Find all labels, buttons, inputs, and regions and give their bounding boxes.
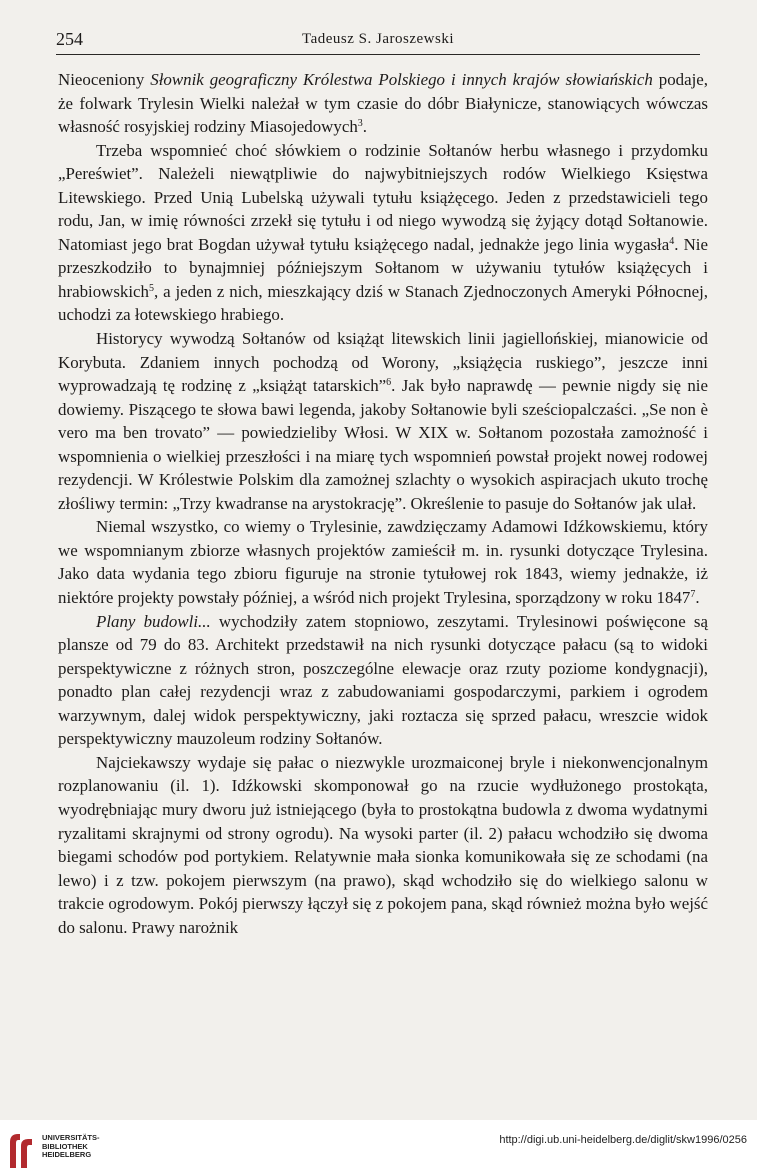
text-run: , a jeden z nich, mieszkający dziś w Stanach Zjednoczonych Ameryki Północnej, uchodzi za łotewskiego hrabiego. xyxy=(58,281,708,325)
text-run: Nieoceniony xyxy=(58,70,151,89)
page-header xyxy=(56,26,700,55)
paragraph xyxy=(58,610,708,751)
italic-title: Słownik geograficzny Królestwa Polskiego i innych krajów słowiańskich xyxy=(150,70,653,89)
paragraph xyxy=(58,515,708,609)
footnote-marker: 4 xyxy=(669,235,675,247)
text-run: . xyxy=(695,588,700,608)
text-run: Trzeba wspomnieć choć słówkiem o rodzinie Sołtanów herbu własnego i przydomku „Pereświet”. Należeli niewątpliwie do najwybitniejszych rodów Wielkiego Księstwa Litewskiego. Przed Unią Lubelską używali tytułu książęcego. Jeden z przedstawicieli tego rodu, Jan, w imię równości zrzekł się tytułu i od niego wywodzą się żyjący dotąd Sołtanowie. Natomiast jego brat Bogdan używał tytułu książęcego nadal, jednakże jego linia wygasła xyxy=(58,140,708,254)
italic-title: Plany budowli... xyxy=(96,611,211,631)
page-number: 254 xyxy=(56,29,83,49)
text-run: . xyxy=(362,117,367,137)
text-run: Niemal wszystko, co wiemy o Trylesinie, zawdzięczamy Adamowi Idźkowskiemu, który we wspomnianym zbiorze własnych projektów zamieścił m. in. rysunki dotyczące Trylesina. Jako data wydania tego zbioru figuruje na stronie tytułowej rok 1843, wiemy jednakże, iż niektóre projekty powstały później, a wśród nich projekt Trylesina, sporządzony w roku 1847 xyxy=(58,517,708,608)
text-run: Najciekawszy wydaje się pałac o niezwykle urozmaiconej bryle i niekonwencjonalnym rozplanowaniu (il. 1). Idźkowski skomponował go na rzucie wydłużonego prostokąta, wyodrębniając mury dworu już istniejącego (była to prostokątna budowla z dwoma wydatnymi ryzalitami skrajnymi od strony ogrodu). Na wysoki parter (il. 2) pałacu wchodziło się dwoma biegami schodów pod portykiem. Relatywnie mała sionka komunikowała się ze schodami (na lewo) i z tzw. pokojem pierwszym (na prawo), skąd wchodziło się do wielkiego salonu w trakcie ogrodowym. Pokój pierwszy łączył się z pokojem pana, skąd również można było wejść do salonu. Prawy narożnik xyxy=(58,752,708,937)
paragraph xyxy=(58,751,708,939)
text-run: Historycy wywodzą Sołtanów od książąt litewskich linii jagiellońskiej, mianowicie od Korybuta. Zdaniem innych pochodzą od Worony, „książęcia ruskiego”, jeszcze inni wyprowadzają tę rodzinę z „książąt tatarskich” xyxy=(58,329,708,396)
text-run: wychodziły zatem stopniowo, zeszytami. Trylesinowi poświęcone są plansze od 79 do 83. Architekt przedstawił na nich rysunki dotyczące pałacu (są to widoki perspektywiczne z różnych stron, poszczególne elewacje oraz rzuty poziome kondygnacji), ponadto plan całej rezydencji wraz z zabudowaniami gospodarczymi, parkiem i ogrodem warzywnym, dalej widok perspektywiczny, jaki roztacza się sprzed pałacu, wreszcie widok perspektywiczny mauzoleum rodziny Sołtanów. xyxy=(58,611,708,749)
digitization-footer xyxy=(0,1120,757,1176)
library-name-line-2: BIBLIOTHEK xyxy=(42,1141,88,1151)
footnote-marker: 7 xyxy=(690,589,696,601)
library-name[interactable] xyxy=(42,1134,100,1160)
source-url-link[interactable]: http://digi.ub.uni-heidelberg.de/diglit/skw1996/0256 xyxy=(499,1134,747,1146)
footnote-marker: 6 xyxy=(386,377,392,389)
text-run: . Jak było naprawdę — pewnie nigdy się nie dowiemy. Piszącego te słowa bawi legenda, jakoby Sołtanowie byli sześciopalczaści. „Se non è vero ma ben trovato” — powiedzieliby Włosi. W XIX w. Sołtanom pozostała zamożność i wspomnienia o wielkiej przeszłości i na miarę tych wspomnień powstał projekt nowej rodowej rezydencji. W Królestwie Polskim dla zamożnej szlachty o wysokich aspiracjach ukuto trochę złośliwy termin: „Trzy kwadranse na arystokrację”. Określenie to pasuje do Sołtanów jak ulał. xyxy=(58,376,708,513)
library-name-line-1: UNIVERSITÄTS- xyxy=(42,1133,100,1142)
university-library-logo-icon[interactable] xyxy=(6,1130,36,1170)
footnote-marker: 3 xyxy=(357,118,363,130)
footnote-marker: 5 xyxy=(149,282,155,294)
running-title: Tadeusz S. Jaroszewski xyxy=(302,31,454,47)
paragraph xyxy=(58,139,708,327)
text-run: podaje, że folwark Trylesin Wielki należał w tym czasie do dóbr Białynicze, stanowiących wówczas własność rosyjskiej rodziny Miasojedowych xyxy=(58,70,708,137)
text-run: . Nie przeszkodziło to bynajmniej późniejszym Sołtanom w używaniu tytułów książęcych i hrabiowskich xyxy=(58,234,708,301)
paragraph xyxy=(58,327,708,515)
paragraph xyxy=(58,68,708,139)
body-text xyxy=(58,68,708,939)
library-name-line-3: HEIDELBERG xyxy=(42,1150,92,1160)
